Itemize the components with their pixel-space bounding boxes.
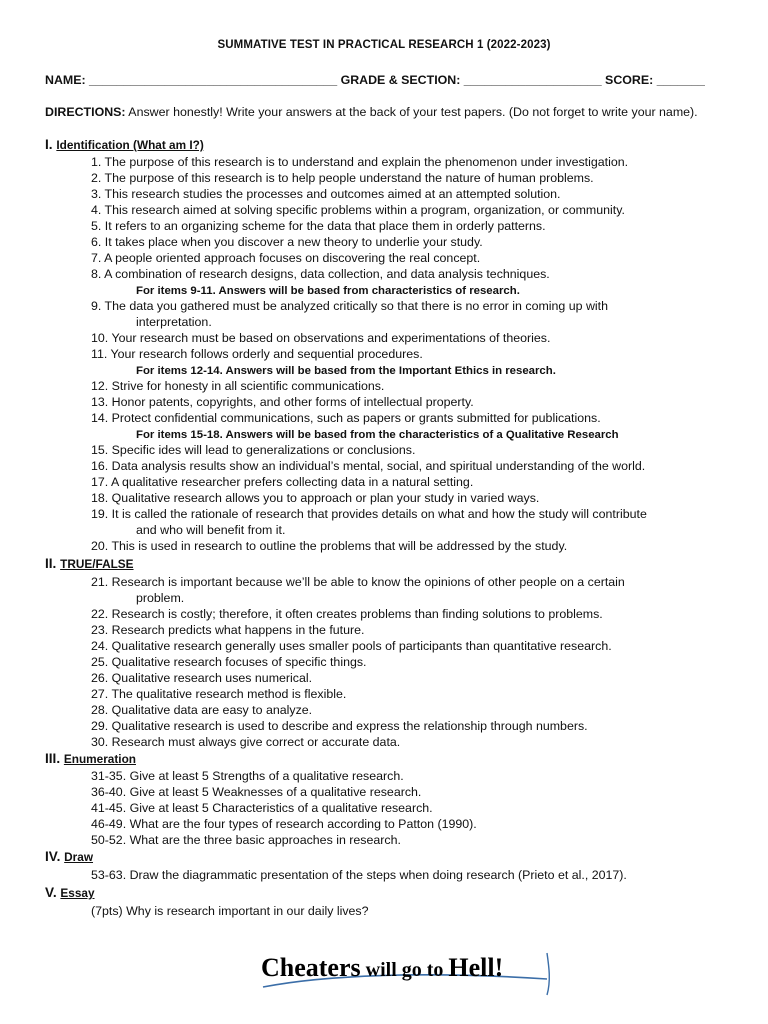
question-item: 9. The data you gathered must be analyzed critically so that there is no error in coming up with <box>91 299 609 313</box>
question-item: 53-63. Draw the diagrammatic presentation of the steps when doing research (Prieto et al., 2017). <box>91 868 627 882</box>
section-heading-draw <box>45 849 93 865</box>
question-item: 21. Research is important because we’ll be able to know the opinions of other people on a certain <box>91 575 625 589</box>
section-title: Enumeration <box>63 752 136 766</box>
question-item: 10. Your research must be based on observations and experimentations of theories. <box>91 331 551 345</box>
section-number: IV. <box>45 849 61 864</box>
question-item: 16. Data analysis results show an individual’s mental, social, and spiritual understanding of the world. <box>91 459 646 473</box>
question-item: 31-35. Give at least 5 Strengths of a qualitative research. <box>91 769 404 783</box>
instruction-note: For items 15-18. Answers will be based from the characteristics of a Qualitative Research <box>136 429 619 441</box>
question-item: 5. It refers to an organizing scheme for the data that place them in orderly patterns. <box>91 219 546 233</box>
question-item: 20. This is used in research to outline the problems that will be addressed by the study. <box>91 539 568 553</box>
question-item: 2. The purpose of this research is to help people understand the nature of human problems. <box>91 171 594 185</box>
question-item: 18. Qualitative research allows you to approach or plan your study in varied ways. <box>91 491 540 505</box>
section-heading-essay <box>45 885 95 901</box>
section-number: II. <box>45 556 57 571</box>
question-item: 6. It takes place when you discover a new theory to underlie your study. <box>91 235 483 249</box>
question-item: 13. Honor patents, copyrights, and other forms of intellectual property. <box>91 395 474 409</box>
section-title: TRUE/FALSE <box>60 557 134 571</box>
section-title: Draw <box>64 850 94 864</box>
question-item-continuation: and who will benefit from it. <box>136 523 286 537</box>
question-item: 7. A people oriented approach focuses on discovering the real concept. <box>91 251 481 265</box>
question-item: 28. Qualitative data are easy to analyze. <box>91 703 313 717</box>
section-heading-enumeration <box>45 751 136 767</box>
question-item: 15. Specific ides will lead to generalizations or conclusions. <box>91 443 416 457</box>
question-item: 1. The purpose of this research is to understand and explain the phenomenon under investigation. <box>91 155 629 169</box>
section-heading-true-false <box>45 556 134 572</box>
question-item: 12. Strive for honesty in all scientific communications. <box>91 379 385 393</box>
question-item: 4. This research aimed at solving specific problems within a program, organization, or community. <box>91 203 625 217</box>
question-item: 27. The qualitative research method is flexible. <box>91 687 347 701</box>
footer-word-hell: Hell! <box>448 953 504 982</box>
directions <box>45 104 735 121</box>
question-item: 41-45. Give at least 5 Characteristics of a qualitative research. <box>91 801 433 815</box>
question-item: 8. A combination of research designs, data collection, and data analysis techniques. <box>91 267 550 281</box>
question-item: (7pts) Why is research important in our daily lives? <box>91 904 369 918</box>
section-number: V. <box>45 885 57 900</box>
question-item-continuation: problem. <box>136 591 185 605</box>
footer-text <box>261 953 503 983</box>
question-item: 23. Research predicts what happens in the future. <box>91 623 365 637</box>
question-item: 36-40. Give at least 5 Weaknesses of a qualitative research. <box>91 785 422 799</box>
footer-slogan <box>255 949 565 1009</box>
footer-word-cheaters: Cheaters <box>261 953 361 982</box>
section-title: Essay <box>60 886 95 900</box>
section-title: Identification (What am I?) <box>56 138 204 152</box>
question-item-continuation: interpretation. <box>136 315 212 329</box>
question-item: 25. Qualitative research focuses of specific things. <box>91 655 367 669</box>
question-item: 17. A qualitative researcher prefers collecting data in a natural setting. <box>91 475 474 489</box>
question-item: 30. Research must always give correct or accurate data. <box>91 735 401 749</box>
question-item: 11. Your research follows orderly and sequential procedures. <box>91 347 423 361</box>
question-item: 24. Qualitative research generally uses smaller pools of participants than quantitative research. <box>91 639 612 653</box>
directions-label: DIRECTIONS: <box>45 105 126 119</box>
footer-word-middle: will go to <box>360 959 449 981</box>
student-info-line: NAME: ____________________________________ GRADE & SECTION: ____________________ SCORE: _______ <box>45 73 705 87</box>
question-item: 3. This research studies the processes and outcomes aimed at an attempted solution. <box>91 187 561 201</box>
question-item: 26. Qualitative research uses numerical. <box>91 671 313 685</box>
instruction-note: For items 12-14. Answers will be based from the Important Ethics in research. <box>136 365 556 377</box>
section-number: III. <box>45 751 61 766</box>
section-number: I. <box>45 137 53 152</box>
question-item: 50-52. What are the three basic approaches in research. <box>91 833 401 847</box>
directions-text: Answer honestly! Write your answers at the back of your test papers. (Do not forget to write your name). <box>125 105 698 119</box>
section-heading-identification <box>45 137 204 153</box>
question-item: 29. Qualitative research is used to describe and express the relationship through numbers. <box>91 719 588 733</box>
instruction-note: For items 9-11. Answers will be based from characteristics of research. <box>136 285 520 297</box>
question-item: 14. Protect confidential communications, such as papers or grants submitted for publications. <box>91 411 601 425</box>
question-item: 46-49. What are the four types of research according to Patton (1990). <box>91 817 477 831</box>
question-item: 19. It is called the rationale of research that provides details on what and how the study will contribute <box>91 507 647 521</box>
question-item: 22. Research is costly; therefore, it often creates problems than finding solutions to problems. <box>91 607 603 621</box>
page-title: SUMMATIVE TEST IN PRACTICAL RESEARCH 1 (2022-2023) <box>217 39 551 51</box>
